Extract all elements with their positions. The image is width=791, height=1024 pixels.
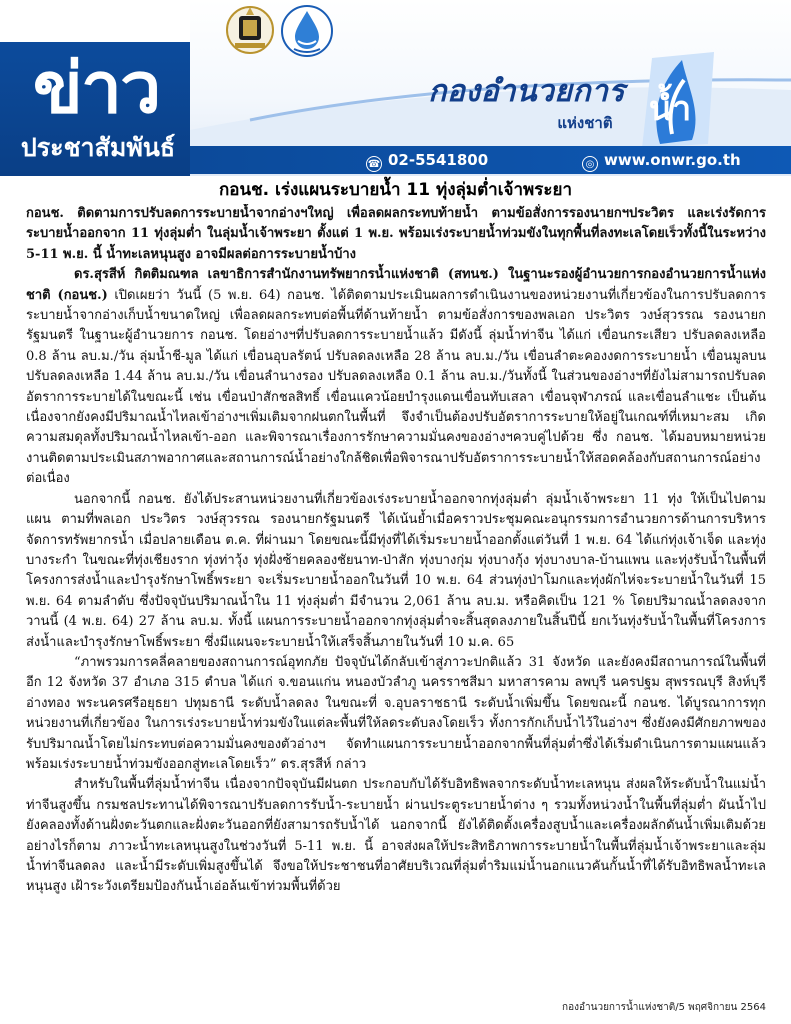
contact-bar [190,146,791,174]
globe-icon: ◎ [582,156,598,172]
phone-number: 02-5541800 [388,151,489,169]
article-paragraph-1 [26,265,766,489]
agency-subtitle: แห่งชาติ [557,114,613,132]
article-paragraph-2: นอกจากนี้ กอนช. ยังได้ประสานหน่วยงานที่เกี่ยวข้องเร่งระบายน้ำออกจากทุ่งลุ่มต่ำ ลุ่มน้ำเจ้าพระยา 11 ทุ่ง ให้เป็นไปตามแผน ตามที่พลเอก ประวิตร วงษ์สุวรรณ รองนายกรัฐมนตรี ได้เน้นย้ำเมื่อคราวประชุมคณะอนุกรรมการอำนวยการด้านการบริหารจัดการทรัพยากรน้ำ เมื่อปลายเดือน ต.ค. ที่ผ่านมา โดยขณะนี้มีทุ่งที่ได้เริ่มระบายน้ำออกตั้งแต่วันที่ 1 พ.ย. 64 ได้แก่ทุ่งเจ้าเจ็ด และทุ่งบางระกำ ในขณะที่ทุ่งเชียงราก ทุ่งท่าวุ้ง ทุ่งฝั่งซ้ายคลองชัยนาท-ป่าสัก ทุ่งบางกุ่ม ทุ่งบางกุ้ง ทุ่งบางบาล-บ้านแพน และทุ่งรับน้ำในพื้นที่โครงการส่งน้ำและบำรุงรักษาโพธิ์พระยา จะเริ่มระบายน้ำออกในวันที่ 10 พ.ย. 64 ส่วนทุ่งป่าโมกและทุ่งผักไห่จะระบายน้ำในวันที่ 15 พ.ย. 64 ตามลำดับ ซึ่งปัจจุบันปริมาณน้ำใน 11 ทุ่งลุ่มต่ำ มีจำนวน 2,061 ล้าน ลบ.ม. หรือคิดเป็น 121 % โดยปริมาณน้ำลดลงจากวานนี้ (4 พ.ย. 64) 27 ล้าน ลบ.ม. ทั้งนี้ แผนการระบายน้ำออกจากทุ่งลุ่มต่ำจะสิ้นสุดลงภายในสิ้นปีนี้ ยกเว้นทุ่งรับน้ำในพื้นที่โครงการส่งน้ำและบำรุงรักษาโพธิ์พระยา ซึ่งมีแผนจะระบายน้ำให้เสร็จสิ้นภายในวันที่ 10 ม.ค. 65 [26,491,766,650]
article-paragraph-4: สำหรับในพื้นที่ลุ่มน้ำท่าจีน เนื่องจากปัจจุบันมีฝนตก ประกอบกับได้รับอิทธิพลจากระดับน้ำทะเลหนุน ส่งผลให้ระดับน้ำในแม่น้ำท่าจีนสูงขึ้น กรมชลประทานได้พิจารณาปรับลดการรับน้ำ-ระบายน้ำ ผ่านประตูระบายน้ำต่าง ๆ รวมทั้งหน่วงน้ำในพื้นที่ลุ่มต่ำ ผันน้ำไปยังคลองทั้งด้านฝั่งตะวันตกและฝั่งตะวันออกที่ยังสามารถรับน้ำได้ นอกจากนี้ ยังได้ติดตั้งเครื่องสูบน้ำและเครื่องผลักดันน้ำเพิ่มเติมด้วย อย่างไรก็ตาม ภาวะน้ำทะเลหนุนสูงในช่วงวันที่ 5-11 พ.ย. นี้ อาจส่งผลให้ประสิทธิภาพการระบายน้ำในพื้นที่ลุ่มน้ำเจ้าพระยาและลุ่มน้ำท่าจีนลดลง และน้ำมีระดับเพิ่มสูงขึ้นได้ จึงขอให้ประชาชนที่อาศัยบริเวณที่ลุ่มต่ำริมแม่น้ำนอกแนวคันกั้นน้ำที่ได้รับอิทธิพลน้ำทะเลหนุนสูง เฝ้าระวังเตรียมป้องกันน้ำเอ่อล้นเข้าท่วมพื้นที่ด้วย [26,777,766,895]
pr-label: ประชาสัมพันธ์ [20,133,176,162]
paragraph-1-text: เปิดเผยว่า วันนี้ (5 พ.ย. 64) กอนช. ได้ติดตามประเมินผลการดำเนินงานของหน่วยงานที่เกี่ยวข้องในการปรับลดการระบายน้ำจากอ่างเก็บน้ำขนาดใหญ่ เพื่อลดผลกระทบต่อพื้นที่ด้านท้ายน้ำ ตามข้อสั่งการของพลเอก ประวิตร วงษ์สุวรรณ รองนายกรัฐมนตรี ในฐานะผู้อำนวยการ กอนช. โดยอ่างฯที่ปรับลดการระบายน้ำแล้ว มีดังนี้ ลุ่มน้ำท่าจีน ได้แก่ เขื่อนกระเสียว ปรับลดลงเหลือ 0.8 ล้าน ลบ.ม./วัน ลุ่มน้ำชี-มูล ได้แก่ เขื่อนอุบลรัตน์ ปรับลดลงเหลือ 28 ล้าน ลบ.ม./วัน เขื่อนลำตะคองงดการระบายน้ำ เขื่อนมูลบน ปรับลดลงเหลือ 1.44 ล้าน ลบ.ม./วัน เขื่อนลำนางรอง ปรับลดลงเหลือ 0.1 ล้าน ลบ.ม./วันทั้งนี้ ในส่วนของอ่างฯที่ยังไม่สามารถปรับลดอัตราการระบายได้ในขณะนี้ เช่น เขื่อนป่าสักชลสิทธิ์ เขื่อนแควน้อยบำรุงแดนเขื่อนทับเสลา เขื่อนจุฬาภรณ์ และเขื่อนลำแชะ เป็นต้น เนื่องจากยังคงมีปริมาณน้ำไหลเข้าอ่างฯเพิ่มเติมจากฝนตกในพื้นที่ จึงจำเป็นต้องปรับอัตราการระบายให้อยู่ในเกณฑ์ที่เหมาะสม เกิดความสมดุลทั้งปริมาณน้ำไหลเข้า-ออก และพิจารณาเรื่องการรักษาความมั่นคงของอ่างฯควบคู่ไปด้วย ซึ่ง กอนช. ได้มอบหมายหน่วยงานติดตามประเมินสภาพอากาศและสถานการณ์น้ำอย่างใกล้ชิดเพื่อพิจารณาปรับอัตราการระบายน้ำให้สอดคล้องกับสถานการณ์อย่างต่อเนื่อง [26,287,766,487]
water-word: น้ำ [648,89,692,129]
article-body [26,204,766,994]
footer-note: กองอำนวยการน้ำแห่งชาติ/5 พฤศจิกายน 2564 [562,1002,766,1013]
news-label: ข่าว [32,47,160,129]
website-url[interactable]: www.onwr.go.th [604,151,741,169]
contact-website[interactable] [582,146,741,174]
news-label-block [0,0,190,176]
onwr-emblem [280,3,334,59]
article-headline: กอนช. เร่งแผนระบายน้ำ 11 ทุ่งลุ่มต่ำเจ้าพระยา [218,180,573,200]
agency-name: กองอำนวยการ [428,74,625,109]
water-logo [622,48,720,152]
contact-phone [366,146,488,174]
phone-icon: ☎ [366,156,382,172]
article-paragraph-3: “ภาพรวมการคลี่คลายของสถานการณ์อุทกภัย ปัจจุบันได้กลับเข้าสู่ภาวะปกติแล้ว 31 จังหวัด และยังคงมีสถานการณ์ในพื้นที่อีก 12 จังหวัด 37 อำเภอ 315 ตำบล ได้แก่ จ.ขอนแก่น หนองบัวลำภู นครราชสีมา มหาสารคาม ลพบุรี นครปฐม สุพรรณบุรี สิงห์บุรี อ่างทอง พระนครศรีอยุธยา ปทุมธานี ระดับน้ำลดลง ในขณะที่ จ.อุบลราชธานี ระดับน้ำเพิ่มขึ้น โดยขณะนี้ กอนช. ได้บูรณาการทุกหน่วยงานที่เกี่ยวข้อง ในการเร่งระบายน้ำท่วมขังในแต่ละพื้นที่ให้ลดระดับลงโดยเร็ว ทั้งการกักเก็บน้ำไว้ในอ่างฯ ซึ่งยังคงมีศักยภาพของรับปริมาณน้ำโดยไม่กระทบต่อความมั่นคงของตัวอ่างฯ จัดทำแผนการระบายน้ำออกจากพื้นที่ลุ่มต่ำซึ่งได้เริ่มดำเนินการตามแผนแล้ว พร้อมเร่งระบายน้ำท่วมขังออกสู่ทะเลโดยเร็ว” ดร.สุรสีห์ กล่าว [26,654,766,772]
header-banner [0,0,791,176]
government-emblem [225,3,275,55]
speaker-name: ดร.สุรสีห์ กิตติมณฑล เลขาธิการสำนักงานทรัพยากรน้ำแห่งชาติ (สทนช.) ในฐานะรองผู้อำนวยการกองอำนวยการน้ำแห่งชาติ (กอนช.) [26,267,766,303]
article-lead: กอนช. ติดตามการปรับลดการระบายน้ำจากอ่างฯใหญ่ เพื่อลดผลกระทบท้ายน้ำ ตามข้อสั่งการรองนายกฯประวิตร และเร่งรัดการระบายน้ำออกจาก 11 ทุ่งลุ่มต่ำ ในลุ่มน้ำเจ้าพระยา ตั้งแต่ 1 พ.ย. พร้อมเร่งระบายน้ำท่วมขังในทุกพื้นที่ลงทะเลโดยเร็วทั้งนี้ในระหว่าง 5-11 พ.ย. นี้ น้ำทะเลหนุนสูง อาจมีผลต่อการระบายน้ำบ้าง [26,206,766,262]
